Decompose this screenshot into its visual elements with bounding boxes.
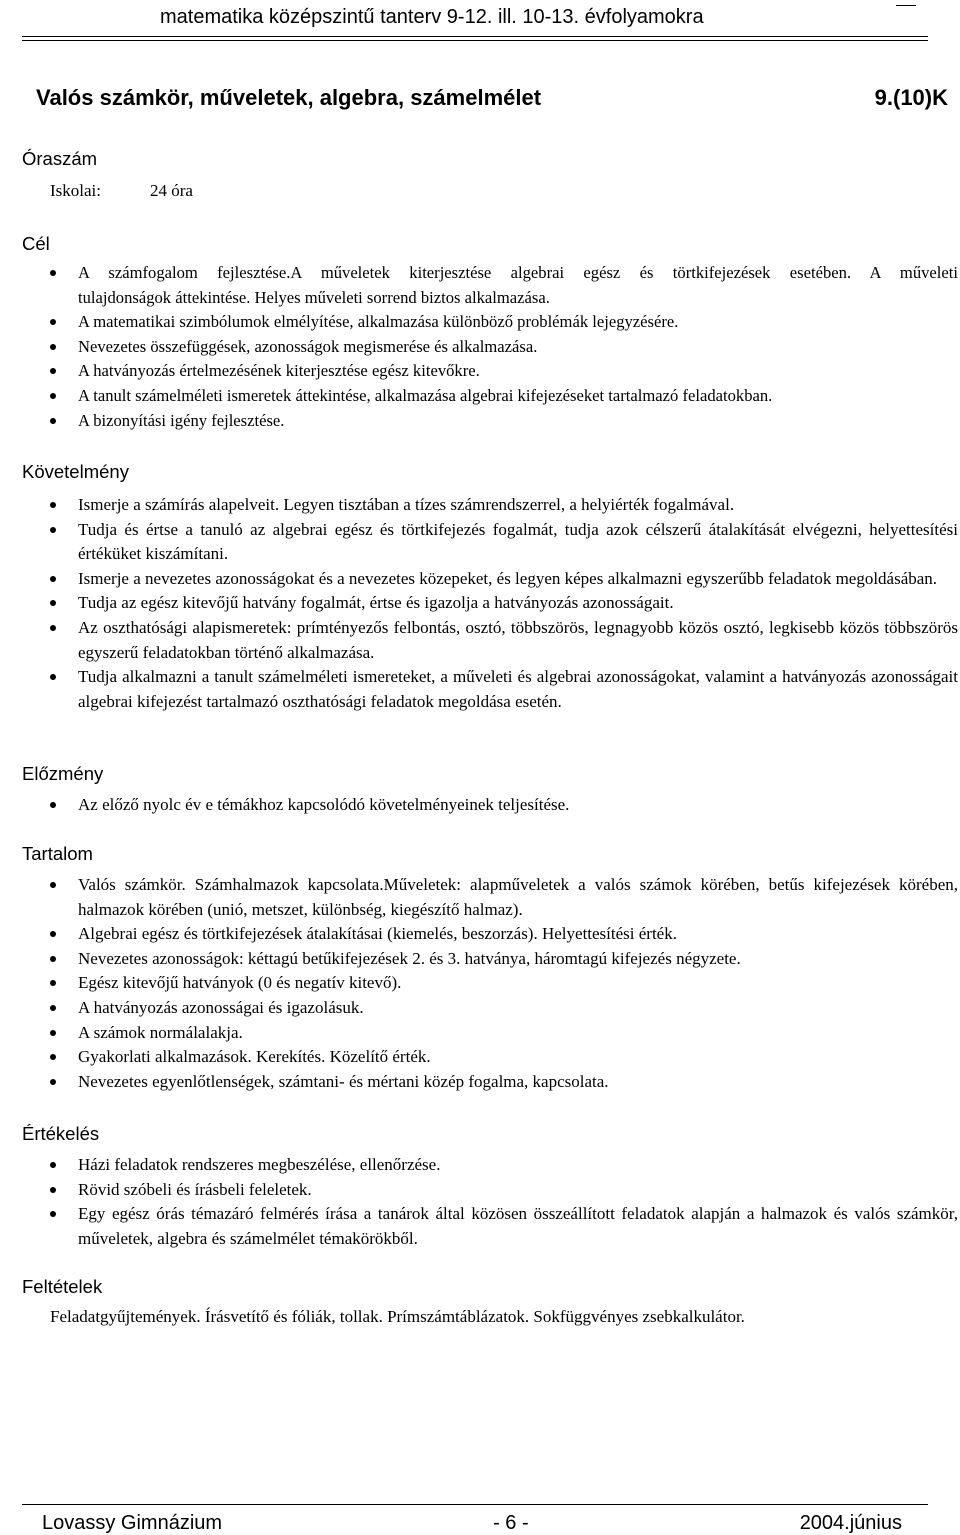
list-item: Nevezetes összefüggések, azonosságok megismerése és alkalmazása. <box>50 335 958 360</box>
list-item: A matematikai szimbólumok elmélyítése, alkalmazása különböző problémák lejegyzésére. <box>50 310 958 335</box>
heading-tartalom: Tartalom <box>22 843 93 864</box>
list-item: Nevezetes egyenlőtlenségek, számtani- és mértani közép fogalma, kapcsolata. <box>50 1070 958 1095</box>
list-item: Házi feladatok rendszeres megbeszélése, ellenőrzése. <box>50 1153 958 1178</box>
list-item: A hatványozás értelmezésének kiterjesztése egész kitevőkre. <box>50 359 958 384</box>
list-item: Az oszthatósági alapismeretek: prímtényezős felbontás, osztó, többszörös, legnagyobb közös osztó, legkisebb közös többszörös egyszerű feladatokban történő alkalmazása. <box>50 616 958 665</box>
heading-ertekeles: Értékelés <box>22 1123 100 1144</box>
footer-date: 2004.június <box>799 1512 902 1534</box>
prerequisite-list <box>50 793 958 818</box>
heading-feltetelek: Feltételek <box>22 1276 103 1297</box>
list-item: A számok normálalakja. <box>50 1021 958 1046</box>
running-header: matematika középszintű tanterv 9-12. ill. 10-13. évfolyamokra <box>160 6 704 28</box>
header-rule-double <box>22 40 928 41</box>
list-item: Egész kitevőjű hatványok (0 és negatív kitevő). <box>50 971 958 996</box>
list-item: A hatványozás azonosságai és igazolásuk. <box>50 996 958 1021</box>
list-item: Gyakorlati alkalmazások. Kerekítés. Közelítő érték. <box>50 1045 958 1070</box>
requirement-list <box>50 493 958 714</box>
grade-label: 9.(10)K <box>874 85 948 110</box>
list-item: Rövid szóbeli és írásbeli feleletek. <box>50 1178 958 1203</box>
heading-oraszam: Óraszám <box>22 148 98 169</box>
conditions-text: Feladatgyűjtemények. Írásvetítő és fóliák, tollak. Prímszámtáblázatok. Sokfüggvényes zsebkalkulátor. <box>50 1307 745 1326</box>
hours-value: 24 óra <box>150 181 193 200</box>
evaluation-list <box>50 1153 958 1251</box>
hours-label: Iskolai: <box>50 181 101 200</box>
footer-rule <box>22 1504 928 1505</box>
list-item: Tudja és értse a tanuló az algebrai egész és törtkifejezés fogalmát, tudja azok célszerű átalakítását elvégezni, helyettesítési értéküket kiszámítani. <box>50 518 958 567</box>
list-item: A bizonyítási igény fejlesztése. <box>50 409 958 434</box>
list-item: Ismerje a számírás alapelveit. Legyen tisztában a tízes számrendszerrel, a helyiérték fogalmával. <box>50 493 958 518</box>
heading-elozmeny: Előzmény <box>22 763 104 784</box>
list-item: Algebrai egész és törtkifejezések átalakításai (kiemelés, beszorzás). Helyettesítési érték. <box>50 922 958 947</box>
page-footer <box>42 1511 902 1535</box>
page-number: - 6 - <box>493 1512 529 1534</box>
header-rule <box>22 36 928 37</box>
section-title-row <box>36 84 948 112</box>
section-title: Valós számkör, műveletek, algebra, számelmélet <box>36 85 542 110</box>
list-item: Valós számkör. Számhalmazok kapcsolata.Műveletek: alapműveletek a valós számok körében, betűs kifejezések körében, halmazok körében (unió, metszet, különbség, kiegészítő halmaz). <box>50 873 958 922</box>
content-list <box>50 873 958 1094</box>
goal-list <box>50 261 958 433</box>
list-item: Ismerje a nevezetes azonosságokat és a nevezetes közepeket, és legyen képes alkalmazni egyszerűbb feladatok megoldásában. <box>50 567 958 592</box>
list-item: Egy egész órás témazáró felmérés írása a tanárok által közösen összeállított feladatok alapján a halmazok és valós számkör, műveletek, algebra és számelmélet témakörökből. <box>50 1202 958 1251</box>
footer-school: Lovassy Gimnázium <box>42 1512 223 1534</box>
list-item: Az előző nyolc év e témákhoz kapcsolódó követelményeinek teljesítése. <box>50 793 958 818</box>
list-item: A tanult számelméleti ismeretek áttekintése, alkalmazása algebrai kifejezéseket tartalmazó feladatokban. <box>50 384 958 409</box>
heading-cel: Cél <box>22 233 50 254</box>
list-item: Tudja alkalmazni a tanult számelméleti ismereteket, a műveleti és algebrai azonosságokat, valamint a hatványozás azonosságait algebrai kifejezést tartalmazó oszthatósági feladatok megoldása esetén. <box>50 665 958 714</box>
heading-kovetelmeny: Követelmény <box>22 461 129 482</box>
list-item: A számfogalom fejlesztése.A műveletek kiterjesztése algebrai egész és törtkifejezések esetében. A műveleti tulajdonságok áttekintése. Helyes műveleti sorrend biztos alkalmazása. <box>50 261 958 310</box>
list-item: Tudja az egész kitevőjű hatvány fogalmát, értse és igazolja a hatványozás azonosságait. <box>50 591 958 616</box>
header-mark <box>896 5 916 6</box>
list-item: Nevezetes azonosságok: kéttagú betűkifejezések 2. és 3. hatványa, háromtagú kifejezés négyzete. <box>50 947 958 972</box>
